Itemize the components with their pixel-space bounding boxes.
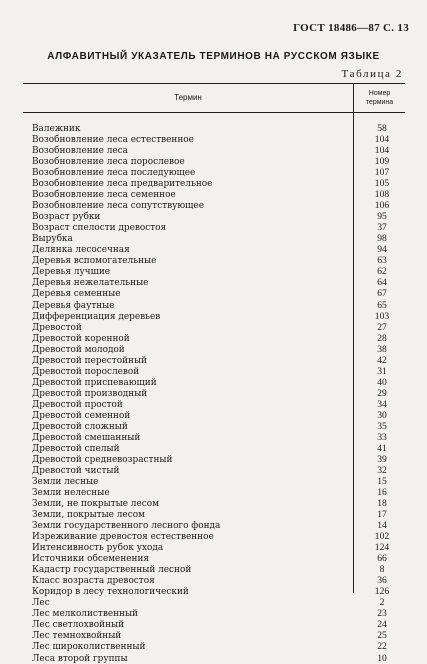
table-row [0, 355, 427, 366]
table-row [0, 244, 427, 255]
term-number: 64 [377, 277, 387, 289]
term-text: Возраст рубки [32, 211, 101, 223]
table-row [0, 399, 427, 410]
term-text: Земли лесные [32, 476, 99, 487]
term-number: 8 [379, 564, 385, 576]
term-number: 36 [377, 575, 387, 587]
table-row [0, 509, 427, 520]
term-text: Интенсивность рубок ухода [32, 542, 164, 554]
table-row [0, 653, 427, 664]
table-row [0, 454, 427, 465]
table-row [0, 300, 427, 311]
term-text: Древостой перестойный [32, 354, 147, 366]
term-text: Древостой порослевой [32, 365, 140, 377]
term-text: Возобновление леса семенное [32, 189, 176, 201]
table-row [0, 233, 427, 244]
term-text: Древостой простой [32, 398, 123, 410]
table-row [0, 266, 427, 277]
term-number: 63 [377, 255, 387, 267]
term-text: Древостой спелый [32, 442, 120, 454]
table-row [0, 531, 427, 542]
term-text: Земли, не покрытые лесом [32, 498, 160, 510]
term-text: Возраст спелости древостоя [32, 222, 167, 234]
term-text: Кадастр государственный лесной [32, 564, 192, 576]
term-text: Лес светлохвойный [32, 619, 125, 631]
table-row [0, 432, 427, 443]
term-number: 104 [374, 134, 390, 146]
term-text: Древостой производный [32, 387, 148, 399]
term-number: 28 [377, 332, 387, 344]
term-number: 29 [377, 387, 387, 399]
term-text: Возобновление леса порослевое [32, 156, 185, 168]
column-header-number-line1: Номер [368, 90, 391, 97]
term-text: Земли государственного лесного фонда [32, 520, 221, 532]
table-row [0, 123, 427, 134]
term-number: 67 [377, 288, 387, 300]
term-text: Деревья нежелательные [32, 277, 149, 289]
term-text: Возобновление леса естественное [32, 134, 194, 146]
term-number: 39 [377, 453, 387, 465]
table-row [0, 134, 427, 145]
term-text: Деревья фаутные [32, 299, 115, 311]
table-row [0, 553, 427, 564]
term-number: 109 [374, 156, 390, 168]
term-text: Источники обсеменения [32, 553, 150, 565]
term-text: Вырубка [32, 233, 73, 245]
term-text: Земли нелесные [32, 487, 110, 499]
column-header-term: Термин [174, 93, 202, 102]
table-row [0, 333, 427, 344]
term-text: Лес широколиственный [32, 641, 146, 653]
table-row [0, 476, 427, 487]
term-text: Лес [32, 597, 50, 609]
column-header-number-line2: термина [365, 99, 394, 106]
term-number: 32 [377, 464, 387, 476]
table-row [0, 520, 427, 531]
term-text: Древостой коренной [32, 332, 130, 344]
term-number: 10 [377, 652, 387, 664]
table-row [0, 619, 427, 630]
term-text: Коридор в лесу технологический [32, 586, 189, 598]
table-row [0, 178, 427, 189]
table-row [0, 421, 427, 432]
term-text: Лес мелколиственный [32, 608, 138, 620]
term-number: 65 [377, 299, 387, 311]
term-number: 23 [377, 608, 387, 620]
table-row [0, 575, 427, 586]
table-row [0, 322, 427, 333]
term-number: 94 [377, 244, 387, 256]
term-text: Деревья семенные [32, 288, 121, 300]
table-row [0, 344, 427, 355]
term-number: 95 [377, 211, 387, 223]
term-number: 107 [374, 167, 390, 179]
term-text: Возобновление леса последующее [32, 167, 196, 179]
table-row [0, 586, 427, 597]
table-row [0, 222, 427, 233]
term-number: 41 [377, 442, 387, 454]
term-number: 17 [377, 509, 387, 521]
term-text: Леса второй группы [32, 652, 128, 664]
table-row [0, 465, 427, 476]
term-text: Изреживание древостоя естественное [32, 531, 214, 543]
term-number: 27 [377, 321, 387, 333]
table-row [0, 443, 427, 454]
term-number: 106 [374, 200, 390, 212]
term-text: Деревья лучшие [32, 266, 111, 278]
term-text: Валежник [32, 123, 81, 134]
table-row [0, 641, 427, 652]
term-number: 66 [377, 553, 387, 565]
term-number: 33 [377, 431, 387, 443]
term-text: Дифференциация деревьев [32, 310, 161, 322]
term-number: 37 [377, 222, 387, 234]
term-number: 108 [374, 189, 390, 201]
term-text: Земли, покрытые лесом [32, 509, 145, 521]
table-row [0, 145, 427, 156]
table-row [0, 277, 427, 288]
term-number: 58 [377, 123, 387, 134]
term-number: 62 [377, 266, 387, 278]
table-header [23, 83, 405, 113]
table-row [0, 366, 427, 377]
term-number: 18 [377, 498, 387, 510]
term-number: 14 [377, 520, 387, 532]
table-row [0, 597, 427, 608]
table-row [0, 156, 427, 167]
term-number: 40 [377, 376, 387, 388]
term-text: Древостой семенной [32, 409, 131, 421]
table-row [0, 487, 427, 498]
table-row [0, 167, 427, 178]
term-number: 103 [374, 310, 390, 322]
term-number: 35 [377, 420, 387, 432]
term-number: 2 [379, 597, 385, 609]
term-number: 104 [374, 145, 390, 157]
table-row [0, 388, 427, 399]
term-number: 22 [377, 641, 387, 653]
table-row [0, 189, 427, 200]
term-text: Древостой молодой [32, 343, 125, 355]
term-text: Возобновление леса сопутствующее [32, 200, 204, 212]
term-text: Лес темнохвойный [32, 630, 122, 642]
term-number: 38 [377, 343, 387, 355]
term-text: Деревья вспомогательные [32, 255, 157, 267]
term-number: 31 [377, 365, 387, 377]
table-row [0, 255, 427, 266]
term-number: 124 [374, 542, 390, 554]
table-row [0, 542, 427, 553]
term-number: 102 [374, 531, 390, 543]
term-index-table-body [0, 123, 427, 664]
table-row [0, 377, 427, 388]
column-header-number [354, 89, 405, 107]
term-number: 15 [377, 476, 387, 487]
page-header: ГОСТ 18486—87 С. 13 [293, 22, 409, 34]
term-number: 30 [377, 409, 387, 421]
term-number: 16 [377, 487, 387, 499]
table-row [0, 311, 427, 322]
table-row [0, 288, 427, 299]
term-text: Древостой сложный [32, 420, 128, 432]
term-text: Древостой смешанный [32, 431, 141, 443]
term-number: 42 [377, 354, 387, 366]
table-row [0, 211, 427, 222]
term-number: 126 [374, 586, 390, 598]
table-label: Таблица 2 [341, 68, 403, 80]
term-number: 24 [377, 619, 387, 631]
term-text: Древостой [32, 321, 82, 333]
term-text: Возобновление леса [32, 145, 128, 157]
term-text: Возобновление леса предварительное [32, 178, 213, 190]
term-text: Древостой приспевающий [32, 376, 157, 388]
term-number: 34 [377, 398, 387, 410]
term-number: 25 [377, 630, 387, 642]
table-row [0, 564, 427, 575]
term-text: Древостой средневозрастный [32, 453, 173, 465]
table-row [0, 608, 427, 619]
table-row [0, 410, 427, 421]
term-text: Делянка лесосечная [32, 244, 130, 256]
term-text: Класс возраста древостоя [32, 575, 155, 587]
table-row [0, 498, 427, 509]
term-number: 105 [374, 178, 390, 190]
term-text: Древостой чистый [32, 464, 120, 476]
table-row [0, 200, 427, 211]
term-number: 98 [377, 233, 387, 245]
page-title: АЛФАВИТНЫЙ УКАЗАТЕЛЬ ТЕРМИНОВ НА РУССКОМ ЯЗЫКЕ [47, 51, 380, 62]
